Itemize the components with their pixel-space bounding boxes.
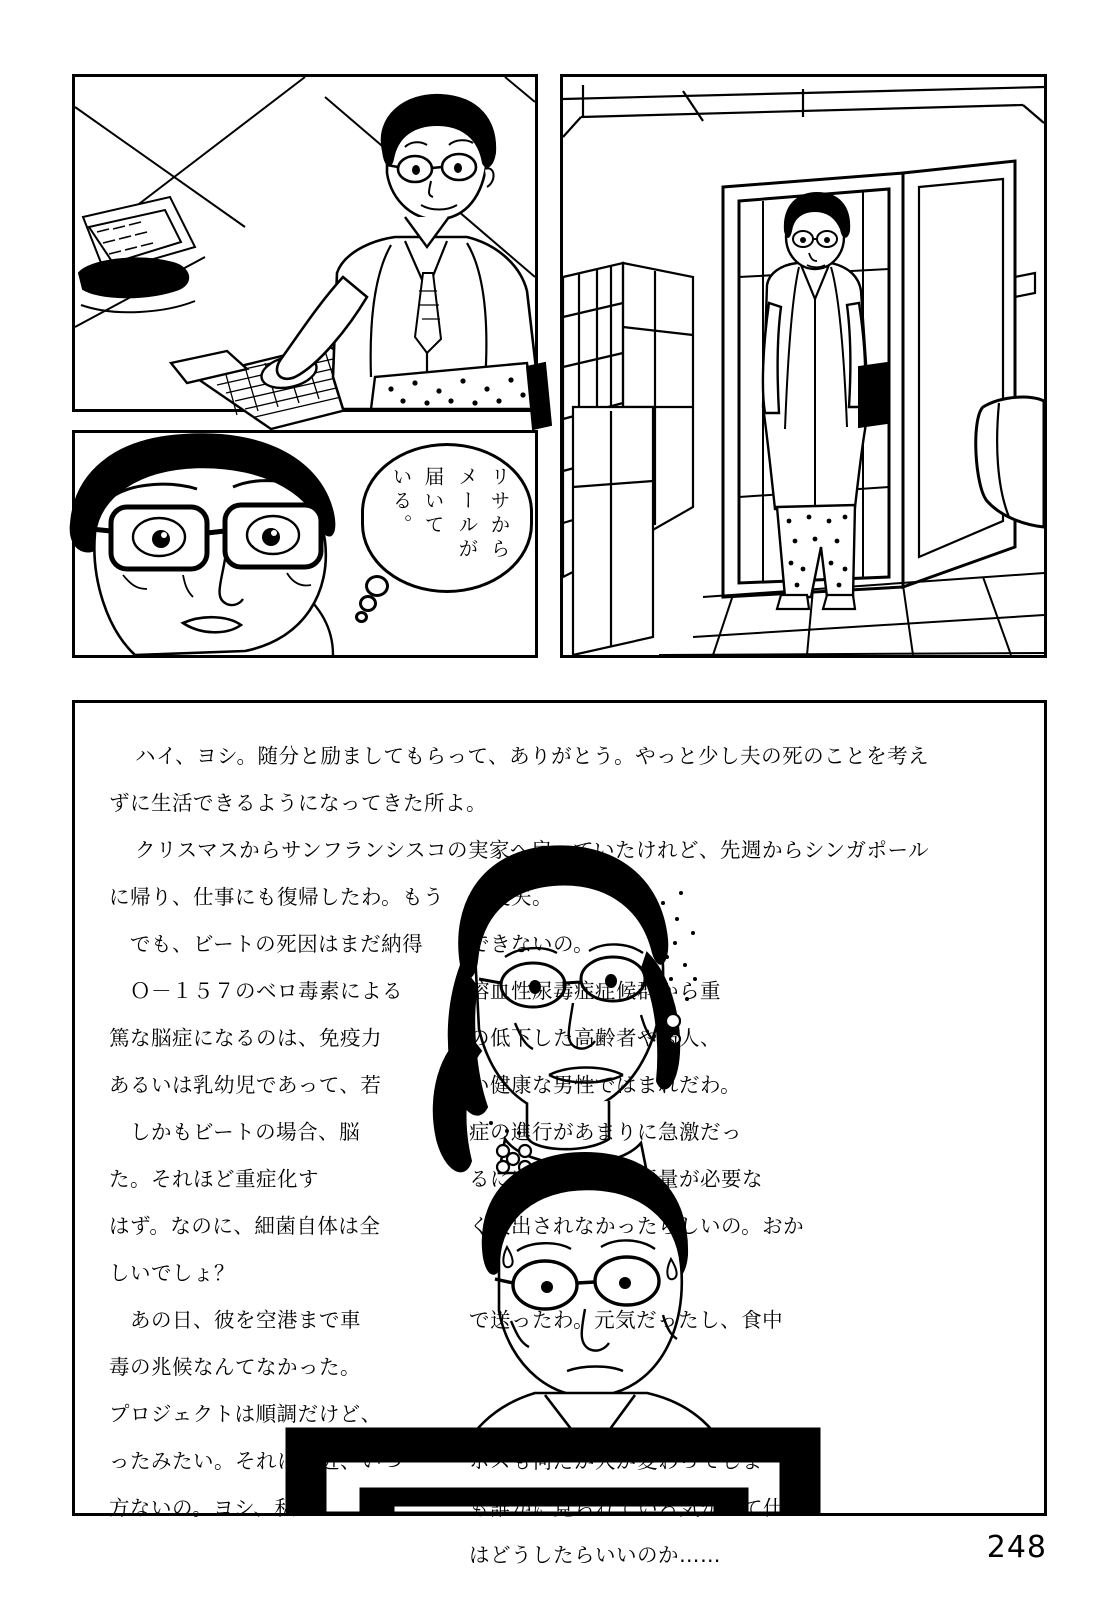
letter-line-9	[109, 1109, 1010, 1156]
page-number: 248	[986, 1530, 1047, 1565]
letter-line-9-left: しかもビートの場合、脳	[109, 1120, 361, 1144]
letter-line-14-right	[469, 1344, 1010, 1391]
letter-line-13-left: あの日、彼を空港まで車	[109, 1308, 361, 1332]
letter-line-5-right: できないの。	[469, 932, 595, 956]
letter-line-5	[109, 921, 1010, 968]
letter-line-17-right: も誰かに見られている気がして仕	[469, 1496, 784, 1520]
letter-line-4	[109, 874, 1010, 921]
letter-line-4-left: に帰り、仕事にも復帰したわ。もう	[109, 885, 445, 909]
letter-line-12-left: しいでしょ？	[109, 1261, 235, 1285]
letter-line-12-right	[469, 1250, 1010, 1297]
letter-line-14	[109, 1344, 1010, 1391]
letter-line-11-left: はず。なのに、細菌自体は全	[109, 1214, 381, 1238]
letter-line-18-left	[109, 1532, 469, 1579]
letter-line-16-left: ったみたい。それに最近、いつ	[109, 1449, 403, 1473]
panel-art-right	[563, 77, 1044, 655]
letter-line-3: クリスマスからサンフランシスコの実家へ戻っていたけれど、先週からシンガポール	[135, 838, 930, 862]
letter-line-6-left: Ｏ－１５７のベロ毒素による	[109, 979, 403, 1003]
letter-line-13	[109, 1297, 1010, 1344]
letter-line-8-right: い健康な男性ではまれだわ。	[469, 1073, 742, 1097]
letter-line-15	[109, 1391, 1010, 1438]
letter-line-18	[109, 1532, 1010, 1579]
balloon-text-column-4: いる。	[389, 466, 413, 538]
balloon-tail-dot-medium	[359, 595, 377, 612]
letter-line-1: ハイ、ヨシ。随分と励ましてもらって、ありがとう。やっと少し夫の死のことを考え	[135, 744, 930, 768]
letter-line-15-left: プロジェクトは順調だけど、	[109, 1402, 382, 1426]
letter-line-17	[109, 1485, 1010, 1532]
letter-line-12	[109, 1250, 1010, 1297]
letter-line-16-right: ボスも何だか人が変わってしま	[469, 1449, 763, 1473]
letter-line-5-left: でも、ビートの死因はまだ納得	[109, 932, 424, 956]
letter-line-6	[109, 968, 1010, 1015]
letter-line-14-left: 毒の兆候なんてなかった。	[109, 1355, 361, 1379]
letter-line-10	[109, 1156, 1010, 1203]
letter-line-6-right: 溶血性尿毒症症候群から重	[469, 979, 721, 1003]
speech-balloon	[361, 443, 533, 593]
panel-art-top-left	[75, 77, 535, 409]
letter-line-13-right: で送ったわ。元気だったし、食中	[469, 1308, 784, 1332]
panel-closeup-face	[72, 430, 538, 658]
letter-line-7-right: の低下した高齢者や病人、	[469, 1026, 721, 1050]
letter-line-11	[109, 1203, 1010, 1250]
balloon-text-column-3: 届いて	[421, 466, 445, 538]
balloon-tail-dot-small	[355, 611, 368, 623]
letter-line-10-left: た。それほど重症化す	[109, 1167, 319, 1191]
balloon-tail-dot-large	[365, 575, 389, 597]
letter-line-18-right: はどうしたらいいのか……	[469, 1543, 721, 1567]
letter-line-15-right	[469, 1391, 1010, 1438]
letter-line-16	[109, 1438, 1010, 1485]
panel-man-in-doorway	[560, 74, 1047, 658]
panel-man-at-computer-desk	[72, 74, 538, 412]
letter-line-9-right: 症の進行があまりに急激だっ	[469, 1120, 742, 1144]
letter-line-7-left: 篤な脳症になるのは、免疫力	[109, 1026, 382, 1050]
balloon-text-column-1: リサから	[487, 466, 511, 562]
balloon-text-column-2: メールが	[455, 466, 479, 562]
letter-line-2: ずに生活できるようになってきた所よ。	[109, 791, 487, 815]
letter-line-8-left: あるいは乳幼児であって、若	[109, 1073, 382, 1097]
letter-line-4-right: 大丈夫。	[469, 885, 553, 909]
letter-line-17-left: 方ないの。ヨシ、私	[109, 1496, 296, 1520]
letter-line-10-right: るにはかなりの毒素量が必要な	[469, 1167, 763, 1191]
letter-line-8	[109, 1062, 1010, 1109]
letter-line-7	[109, 1015, 1010, 1062]
letter-line-11-right: く検出されなかったらしいの。おか	[469, 1214, 805, 1238]
